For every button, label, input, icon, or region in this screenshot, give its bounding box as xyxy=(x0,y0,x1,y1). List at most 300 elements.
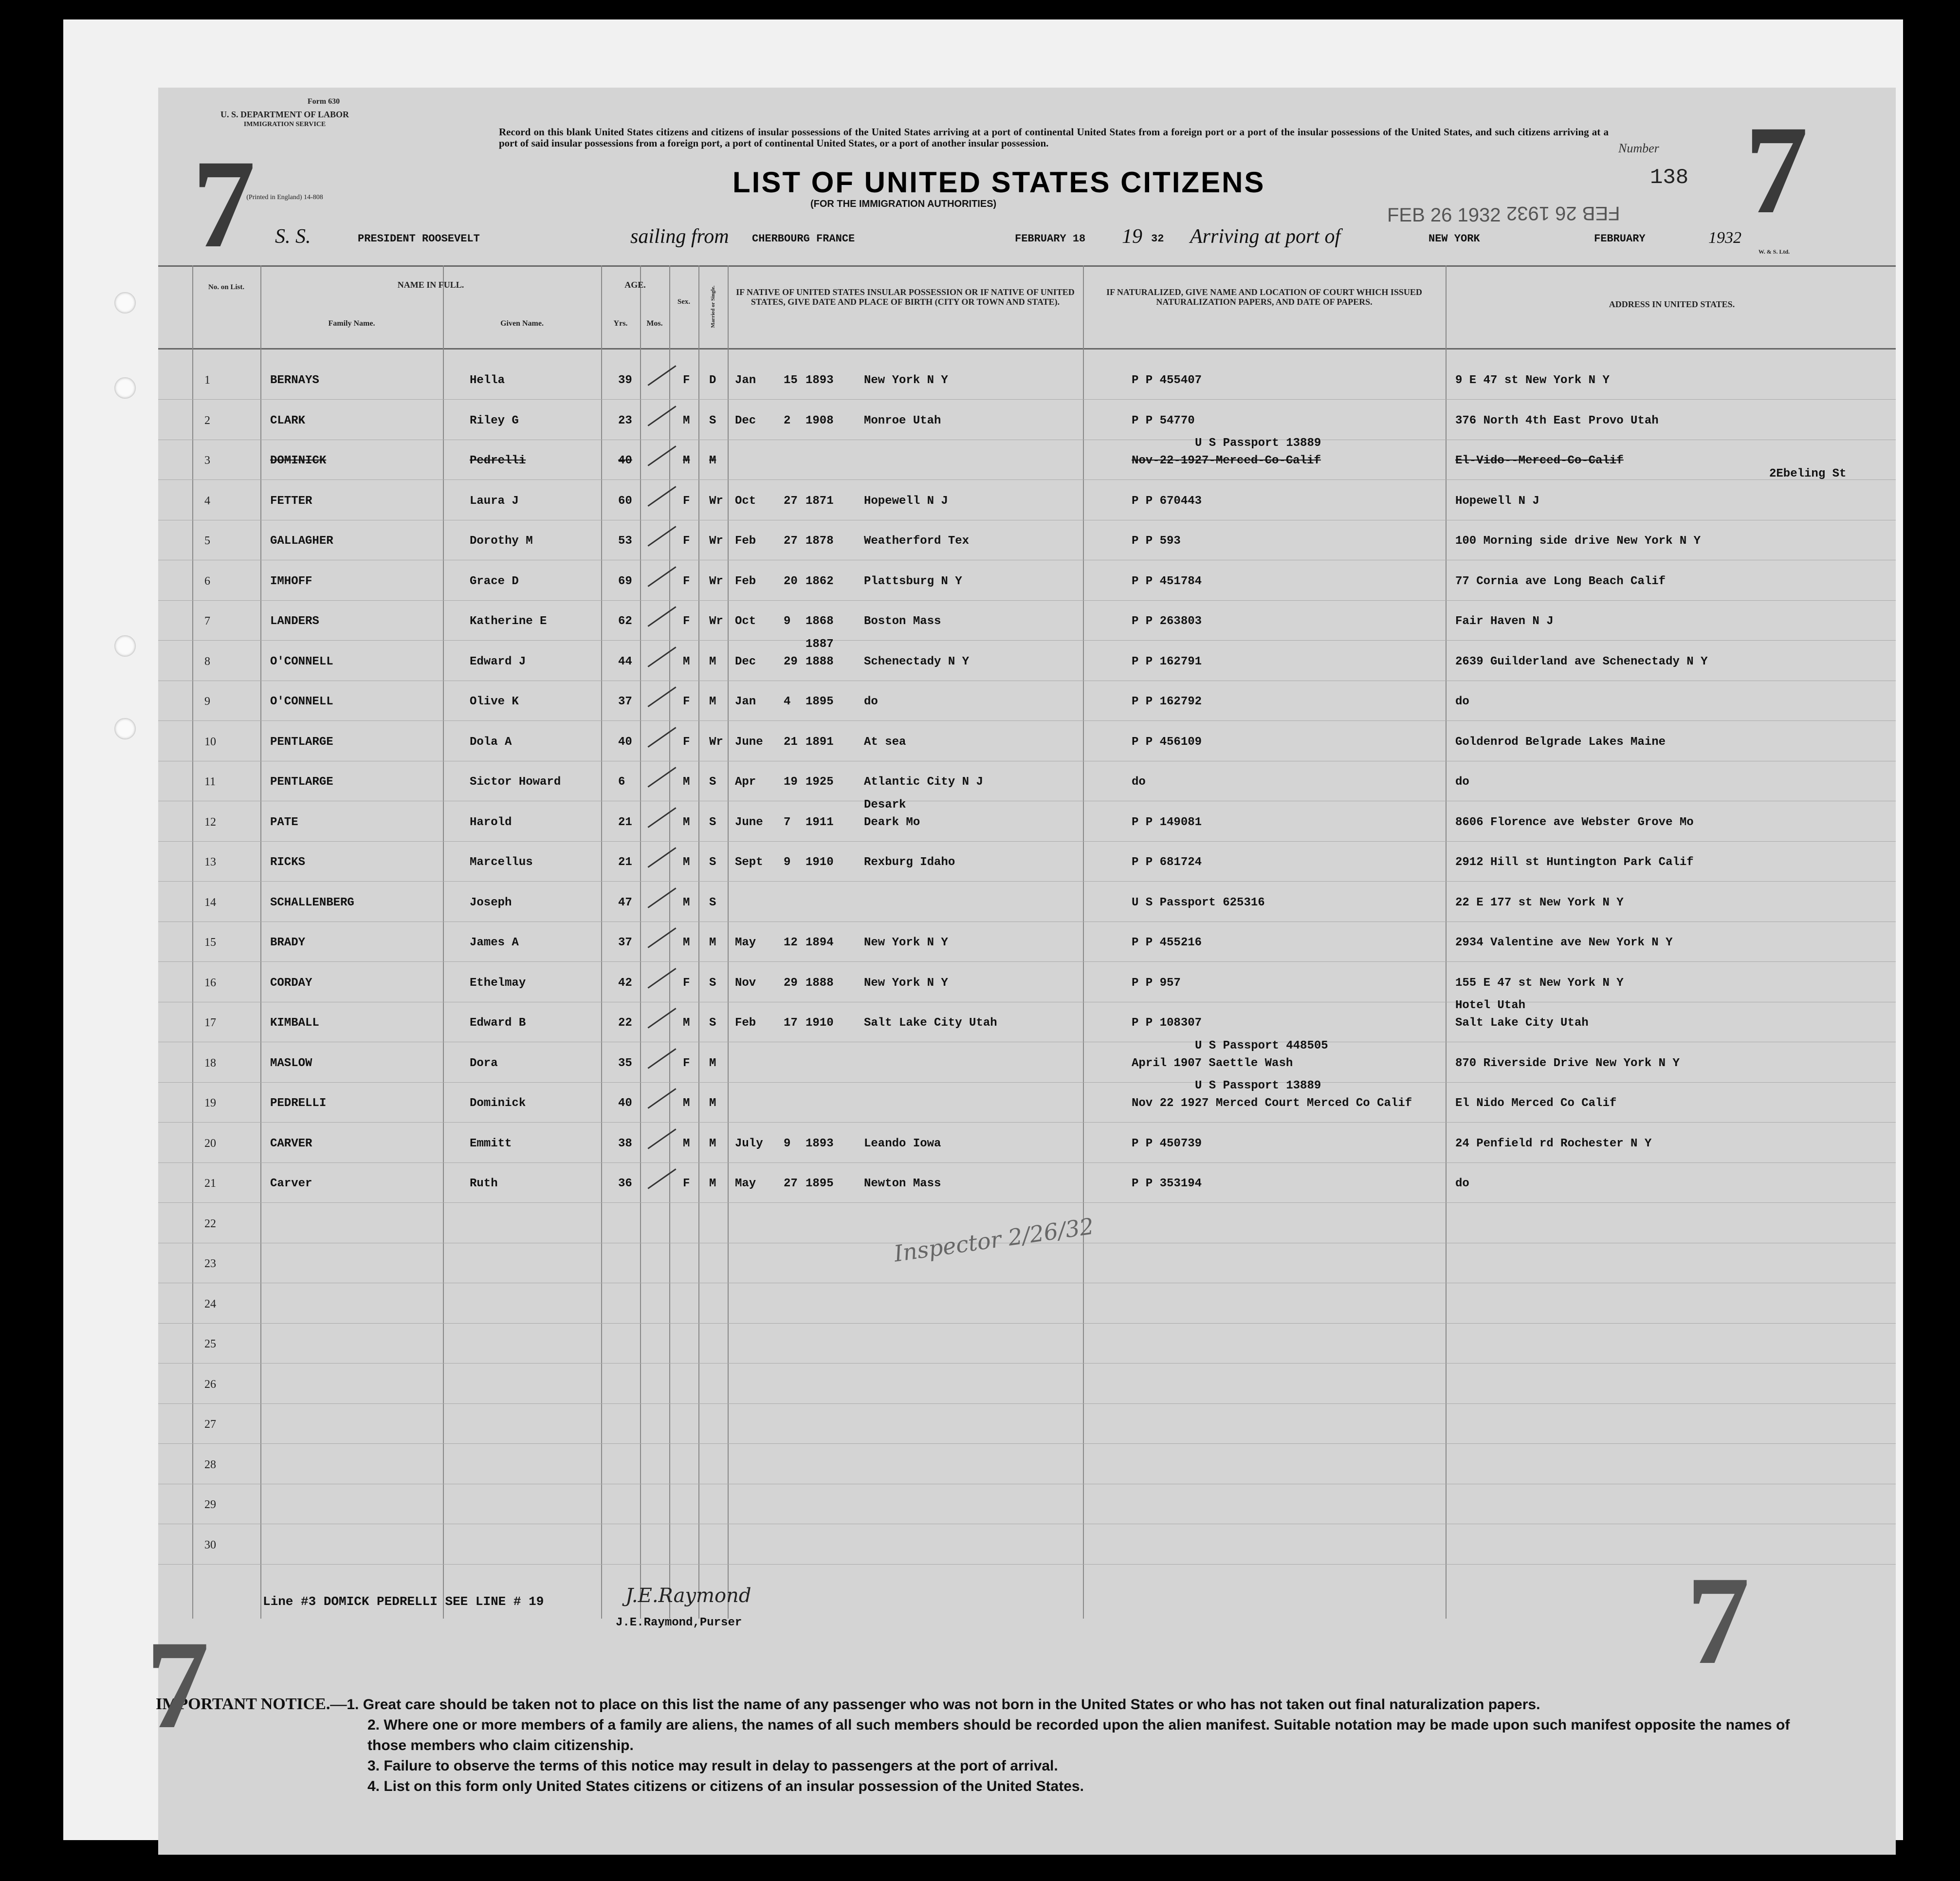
cell-given: Emmitt xyxy=(470,1137,512,1150)
checkmark xyxy=(647,606,676,627)
cell-nat: P P 451784 xyxy=(1132,574,1202,588)
cell-nat: P P 162791 xyxy=(1132,655,1202,668)
cell-family: BERNAYS xyxy=(270,374,319,387)
cell-age: 22 xyxy=(618,1016,632,1030)
cell-bmon: July xyxy=(735,1137,763,1150)
cell-given: Riley G xyxy=(470,414,519,427)
cell-no: 10 xyxy=(204,735,216,748)
checkmark xyxy=(647,887,676,908)
col-family-name: Family Name. xyxy=(328,319,375,328)
cell-bplace: Deark Mo xyxy=(864,815,920,829)
cell-given: Katherine E xyxy=(470,615,547,628)
cell-nat: P P 450739 xyxy=(1132,1137,1202,1150)
col-months: Mos. xyxy=(646,319,663,328)
cell-ms: S xyxy=(709,1016,716,1030)
cell-ms: M xyxy=(709,695,716,708)
sheet-number-mark: 7 xyxy=(1745,100,1808,240)
table-row xyxy=(158,1039,1896,1083)
cell-given: Dominick xyxy=(470,1097,526,1110)
table-row xyxy=(158,922,1896,962)
cell-bday: 27 xyxy=(784,1177,798,1190)
document-page xyxy=(63,19,1903,1840)
cell-addr: 376 North 4th East Provo Utah xyxy=(1455,414,1659,427)
header-bottom-rule xyxy=(158,348,1896,350)
cell-no: 13 xyxy=(204,856,216,868)
cell-no: 28 xyxy=(204,1458,216,1471)
row-rule xyxy=(158,399,1896,400)
printer-mark: W. & S. Ltd. xyxy=(1758,248,1790,255)
cell-bday: 2 xyxy=(784,414,791,427)
cell-byear: 1868 xyxy=(806,615,834,628)
manifest-sheet xyxy=(158,88,1896,1855)
cell-ms: M xyxy=(709,1097,716,1110)
cell-sex: F xyxy=(683,976,690,990)
cell-nat: P P 681724 xyxy=(1132,856,1202,869)
cell-bmon: Nov xyxy=(735,976,756,990)
cell-family: GALLAGHER xyxy=(270,535,333,548)
cell-sex: M xyxy=(683,1097,690,1110)
row-rule xyxy=(158,1323,1896,1324)
purser-name: J.E.Raymond,Purser xyxy=(616,1616,742,1629)
row-rule xyxy=(158,1443,1896,1444)
col-no: No. on List. xyxy=(208,283,245,291)
cell-byear: 1908 xyxy=(806,414,834,427)
punch-hole xyxy=(38,370,66,398)
table-row xyxy=(158,963,1896,1003)
cell-bplace: Salt Lake City Utah xyxy=(864,1016,997,1030)
cell-bplace: Leando Iowa xyxy=(864,1137,941,1150)
table-row xyxy=(158,1244,1896,1284)
cell-bday: 19 xyxy=(784,775,798,789)
checkmark xyxy=(647,727,676,748)
cell-ms: Wr xyxy=(709,494,723,508)
row-rule xyxy=(158,1122,1896,1123)
row-rule xyxy=(158,479,1896,480)
cell-bday: 27 xyxy=(784,535,798,548)
checkmark xyxy=(647,767,676,788)
cell-addr: Fair Haven N J xyxy=(1455,615,1554,628)
cell-nat: P P 162792 xyxy=(1132,695,1202,708)
cell-age: 69 xyxy=(618,574,632,588)
cell-byear: 1894 xyxy=(806,936,834,949)
arrival-port: NEW YORK xyxy=(1429,233,1480,245)
cell-bplace: Weatherford Tex xyxy=(864,535,970,548)
cell-no: 18 xyxy=(204,1056,216,1070)
inspector-note: Inspector 2/26/32 xyxy=(892,1213,1096,1267)
cell-bmon: Oct xyxy=(735,494,756,508)
cell-age: 23 xyxy=(618,414,632,427)
cell-nat: U S Passport 625316 xyxy=(1132,896,1265,909)
table-row xyxy=(158,883,1896,922)
cell-sex: M xyxy=(683,655,690,668)
cell-no: 3 xyxy=(204,454,210,467)
cell-ms: S xyxy=(709,976,716,990)
cell-addr: 8606 Florence ave Webster Grove Mo xyxy=(1455,815,1694,829)
cell-ms: S xyxy=(709,775,716,789)
cell-no: 1 xyxy=(204,374,210,387)
cell-sex: M xyxy=(683,896,690,909)
col-given-name: Given Name. xyxy=(500,319,544,328)
cell-addr: do xyxy=(1455,1177,1469,1190)
cell-no: 29 xyxy=(204,1498,216,1511)
checkmark xyxy=(647,406,676,426)
punch-hole xyxy=(38,1280,66,1309)
cell-no: 21 xyxy=(204,1177,216,1190)
cell-family: O'CONNELL xyxy=(270,695,333,708)
cell-bmon: Sept xyxy=(735,856,763,869)
cell-ms: S xyxy=(709,896,716,909)
cell-bday: 29 xyxy=(784,976,798,990)
cell-family: FETTER xyxy=(270,494,312,508)
checkmark xyxy=(647,807,676,828)
cell-sex: F xyxy=(683,374,690,387)
cell-nat: P P 455407 xyxy=(1132,374,1202,387)
notice-item: 3. Failure to observe the terms of this notice may result in delay to passengers at the port of arrival. xyxy=(367,1758,1058,1774)
cell-byear: 1862 xyxy=(806,574,834,588)
cell-family: PENTLARGE xyxy=(270,735,333,749)
departure-date: FEBRUARY 18 xyxy=(1015,233,1086,245)
cell-age: 38 xyxy=(618,1137,632,1150)
cell-nat: Nov 22 1927 Merced Court Merced Co Calif xyxy=(1132,1097,1412,1110)
cell-addr: El-Vido--Merced-Co-Calif xyxy=(1455,454,1624,467)
cell-ms: Wr xyxy=(709,615,723,628)
cell-no: 23 xyxy=(204,1257,216,1270)
cell-nat: Nov-22-1927-Merced-Co-Calif xyxy=(1132,454,1321,467)
cell-bday: 20 xyxy=(784,574,798,588)
cell-no: 2 xyxy=(204,414,210,427)
table-row xyxy=(158,999,1896,1043)
cell-given: Harold xyxy=(470,815,512,829)
cell-bday: 4 xyxy=(784,695,791,708)
cell-given: Dola A xyxy=(470,735,512,749)
cell-sex: M xyxy=(683,815,690,829)
cell-family: PATE xyxy=(270,815,298,829)
cell-nat: P P 456109 xyxy=(1132,735,1202,749)
cell-sex: F xyxy=(683,695,690,708)
cell-family: IMHOFF xyxy=(270,574,312,588)
cell-bplace: Newton Mass xyxy=(864,1177,941,1190)
cell-byear: 1893 xyxy=(806,1137,834,1150)
checkmark xyxy=(647,847,676,868)
cell-nat: P P 593 xyxy=(1132,535,1181,548)
cell-bday: 9 xyxy=(784,1137,791,1150)
cell-bplace: Plattsburg N Y xyxy=(864,574,962,588)
cell-bday: 21 xyxy=(784,735,798,749)
date-stamp: FEB 26 1932 xyxy=(1387,204,1501,226)
cell-bmon: Dec xyxy=(735,655,756,668)
cell-family: PEDRELLI xyxy=(270,1097,327,1110)
cell-given: Hella xyxy=(470,374,505,387)
cell-age: 40 xyxy=(618,454,632,467)
cell-ms: D xyxy=(709,374,716,387)
cell-byear: 1911 xyxy=(806,815,834,829)
cell-ms: M xyxy=(709,936,716,949)
cell-family: CLARK xyxy=(270,414,306,427)
cell-given: Ethelmay xyxy=(470,976,526,990)
notice-lead: IMPORTANT NOTICE.— xyxy=(156,1695,347,1713)
cell-age: 21 xyxy=(618,815,632,829)
notice-item: 2. Where one or more members of a family are aliens, the names of all such members should be recorded upon the alien manifest. Suitable notation may be made upon such manifest opposite the names of those members who claim citizenship. xyxy=(367,1717,1790,1753)
checkmark xyxy=(647,968,676,989)
cell-sex: F xyxy=(683,535,690,548)
cell-bmon: May xyxy=(735,1177,756,1190)
cell-byear: 1895 xyxy=(806,695,834,708)
cell-family: SCHALLENBERG xyxy=(270,896,354,909)
cell-addr: 9 E 47 st New York N Y xyxy=(1455,374,1610,387)
cell-ms: M xyxy=(709,1177,716,1190)
cell-family: MASLOW xyxy=(270,1056,312,1070)
col-married-single: Married or Single. xyxy=(710,285,716,328)
checkmark xyxy=(647,566,676,587)
row-rule xyxy=(158,1363,1896,1364)
cell-ms: M xyxy=(709,454,716,467)
service-label: IMMIGRATION SERVICE xyxy=(243,121,326,128)
cell-sex: M xyxy=(683,856,690,869)
checkmark xyxy=(647,927,676,948)
cell-bday: 29 xyxy=(784,655,798,668)
cell-bplace: Boston Mass xyxy=(864,615,941,628)
cell-bday: 9 xyxy=(784,856,791,869)
cell-bmon: June xyxy=(735,735,763,749)
cell-bmon: Dec xyxy=(735,414,756,427)
cell-bmon: Jan xyxy=(735,695,756,708)
col-name-in-full: NAME IN FULL. xyxy=(397,280,464,290)
punch-hole xyxy=(114,718,136,739)
cell-no: 4 xyxy=(204,494,210,507)
cell-given: Grace D xyxy=(470,574,519,588)
sheet-number-mark: 7 xyxy=(146,1615,209,1755)
table-row xyxy=(158,1525,1896,1565)
departure-year: 32 xyxy=(1151,233,1164,245)
sheet-number-mark: 7 xyxy=(192,134,256,274)
document-subtitle: (FOR THE IMMIGRATION AUTHORITIES) xyxy=(810,199,997,209)
row-rule xyxy=(158,1202,1896,1203)
cell-no: 9 xyxy=(204,695,210,708)
cell-addr: 24 Penfield rd Rochester N Y xyxy=(1455,1137,1652,1150)
document-title: LIST OF UNITED STATES CITIZENS xyxy=(733,166,1265,199)
cell-bday: 15 xyxy=(784,374,798,387)
cell-no: 12 xyxy=(204,815,216,829)
cell-family: Carver xyxy=(270,1177,312,1190)
cell-byear: 1895 xyxy=(806,1177,834,1190)
cell-bplace: New York N Y xyxy=(864,976,948,990)
cell-bmon: June xyxy=(735,815,763,829)
cell-nat: do xyxy=(1132,775,1146,789)
row-rule xyxy=(158,640,1896,641)
cell-byear: 1888 xyxy=(806,655,834,668)
cell-ms: M xyxy=(709,1137,716,1150)
cell-nat_above: U S Passport 13889 xyxy=(1195,437,1321,450)
cell-nat_above: U S Passport 13889 xyxy=(1195,1079,1321,1092)
row-rule xyxy=(158,1564,1896,1565)
cell-nat: P P 108307 xyxy=(1132,1016,1202,1030)
cell-no: 25 xyxy=(204,1338,216,1350)
cell-addr: 155 E 47 st New York N Y xyxy=(1455,976,1624,990)
year-prefix: 19 xyxy=(1122,225,1142,248)
cell-family: PENTLARGE xyxy=(270,775,333,789)
table-row xyxy=(158,682,1896,721)
cell-given: Laura J xyxy=(470,494,519,508)
cell-bplace_above: Desark xyxy=(864,798,906,811)
cell-bmon: Feb xyxy=(735,1016,756,1030)
sheet-number-mark: 7 xyxy=(1686,1550,1750,1691)
cell-bplace: New York N Y xyxy=(864,936,948,949)
cell-given: Joseph xyxy=(470,896,512,909)
table-row xyxy=(158,521,1896,561)
cell-bday: 7 xyxy=(784,815,791,829)
punch-hole xyxy=(38,711,66,739)
cell-age: 37 xyxy=(618,936,632,949)
cell-bplace: At sea xyxy=(864,735,906,749)
checkmark xyxy=(647,526,676,547)
table-row xyxy=(158,1445,1896,1485)
arriving-label: Arriving at port of xyxy=(1190,225,1341,248)
cell-ms: M xyxy=(709,1056,716,1070)
cell-addr: 77 Cornia ave Long Beach Calif xyxy=(1455,574,1666,588)
cell-sex: M xyxy=(683,454,690,467)
notice-item: 4. List on this form only United States citizens or citizens of an insular possession of the United States. xyxy=(367,1778,1084,1794)
checkmark xyxy=(647,686,676,707)
table-row xyxy=(158,481,1896,521)
checkmark xyxy=(647,1048,676,1069)
cell-family: KIMBALL xyxy=(270,1016,319,1030)
cell-addr: do xyxy=(1455,775,1469,789)
cell-sex: M xyxy=(683,1137,690,1150)
cell-bmon: May xyxy=(735,936,756,949)
cell-bday: 12 xyxy=(784,936,798,949)
cell-addr_above: Hotel Utah xyxy=(1455,999,1526,1012)
col-sex: Sex. xyxy=(677,298,691,306)
cell-byear: 1891 xyxy=(806,735,834,749)
cell-no: 14 xyxy=(204,896,216,909)
punch-hole xyxy=(38,1631,66,1659)
table-row xyxy=(158,561,1896,601)
cell-sex: F xyxy=(683,615,690,628)
cell-given: James A xyxy=(470,936,519,949)
cell-age: 37 xyxy=(618,695,632,708)
table-row xyxy=(158,798,1896,842)
cell-ms: M xyxy=(709,655,716,668)
cell-no: 7 xyxy=(204,615,210,627)
checkmark xyxy=(647,365,676,386)
col-age: AGE. xyxy=(624,280,646,290)
cell-sex: M xyxy=(683,936,690,949)
punch-hole xyxy=(38,1548,66,1576)
cell-no: 22 xyxy=(204,1217,216,1230)
cell-sex: F xyxy=(683,1177,690,1190)
cell-family: LANDERS xyxy=(270,615,319,628)
cell-byear_above: 1887 xyxy=(806,637,834,651)
cell-no: 8 xyxy=(204,655,210,668)
notice-item: 1. Great care should be taken not to place on this list the name of any passenger who was not born in the United States or who has not taken out final naturalization papers. xyxy=(347,1697,1540,1713)
table-top-rule xyxy=(158,265,1896,267)
cell-byear: 1910 xyxy=(806,1016,834,1030)
department-label: U. S. DEPARTMENT OF LABOR xyxy=(220,110,349,119)
ship-name: PRESIDENT ROOSEVELT xyxy=(358,233,480,245)
checkmark xyxy=(647,1088,676,1109)
cell-age: 53 xyxy=(618,535,632,548)
cell-nat: P P 353194 xyxy=(1132,1177,1202,1190)
cell-no: 19 xyxy=(204,1097,216,1109)
table-row xyxy=(158,1079,1896,1123)
cell-sex: F xyxy=(683,494,690,508)
row-rule xyxy=(158,1082,1896,1083)
cell-bplace: Rexburg Idaho xyxy=(864,856,955,869)
cell-addr: Goldenrod Belgrade Lakes Maine xyxy=(1455,735,1666,749)
cell-age: 40 xyxy=(618,1097,632,1110)
cell-no: 11 xyxy=(204,775,216,788)
cell-age: 21 xyxy=(618,856,632,869)
row-rule xyxy=(158,881,1896,882)
cell-given: Sictor Howard xyxy=(470,775,561,789)
punch-hole xyxy=(114,377,136,399)
cell-bmon: Feb xyxy=(735,535,756,548)
cell-nat: April 1907 Saettle Wash xyxy=(1132,1056,1293,1070)
cell-byear: 1888 xyxy=(806,976,834,990)
row-rule xyxy=(158,1403,1896,1404)
punch-hole xyxy=(114,292,136,314)
punch-hole xyxy=(38,628,66,656)
table-row xyxy=(158,601,1896,641)
table-row xyxy=(158,1365,1896,1404)
cell-family: CARVER xyxy=(270,1137,312,1150)
cell-addr: 100 Morning side drive New York N Y xyxy=(1455,535,1701,548)
col-address: ADDRESS IN UNITED STATES. xyxy=(1609,299,1735,309)
table-row xyxy=(158,762,1896,802)
cell-addr_below: 2Ebeling St xyxy=(1769,467,1847,480)
punch-hole xyxy=(114,635,136,657)
cell-bmon: Jan xyxy=(735,374,756,387)
cell-no: 30 xyxy=(204,1538,216,1551)
cell-no: 6 xyxy=(204,574,210,588)
cell-addr: 2912 Hill st Huntington Park Calif xyxy=(1455,856,1694,869)
number-label: Number xyxy=(1618,141,1659,155)
cell-no: 5 xyxy=(204,535,210,547)
checkmark xyxy=(647,445,676,466)
cell-sex: F xyxy=(683,574,690,588)
cell-no: 27 xyxy=(204,1418,216,1431)
cell-bplace: Atlantic City N J xyxy=(864,775,983,789)
cell-sex: M xyxy=(683,775,690,789)
cell-no: 26 xyxy=(204,1378,216,1391)
cell-nat_above: U S Passport 448505 xyxy=(1195,1039,1328,1052)
correction-note: Line #3 DOMICK PEDRELLI SEE LINE # 19 xyxy=(263,1594,544,1609)
cell-age: 39 xyxy=(618,374,632,387)
cell-sex: M xyxy=(683,1016,690,1030)
cell-given: Pedrelli xyxy=(470,454,526,467)
cell-given: Marcellus xyxy=(470,856,533,869)
cell-nat: P P 263803 xyxy=(1132,615,1202,628)
cell-ms: Wr xyxy=(709,574,723,588)
cell-addr: 2639 Guilderland ave Schenectady N Y xyxy=(1455,655,1708,668)
list-number: 138 xyxy=(1650,166,1689,190)
sailing-from-label: sailing from xyxy=(630,225,729,248)
cell-addr: Hopewell N J xyxy=(1455,494,1539,508)
cell-no: 24 xyxy=(204,1297,216,1310)
cell-no: 16 xyxy=(204,976,216,989)
cell-ms: S xyxy=(709,815,716,829)
cell-byear: 1878 xyxy=(806,535,834,548)
cell-ms: S xyxy=(709,856,716,869)
printed-note: (Printed in England) 14-808 xyxy=(246,194,323,201)
cell-given: Olive K xyxy=(470,695,519,708)
form-number: Form 630 xyxy=(307,97,340,106)
cell-sex: M xyxy=(683,414,690,427)
cell-age: 6 xyxy=(618,775,625,789)
cell-age: 40 xyxy=(618,735,632,749)
table-row xyxy=(158,1163,1896,1203)
cell-family: O'CONNELL xyxy=(270,655,333,668)
